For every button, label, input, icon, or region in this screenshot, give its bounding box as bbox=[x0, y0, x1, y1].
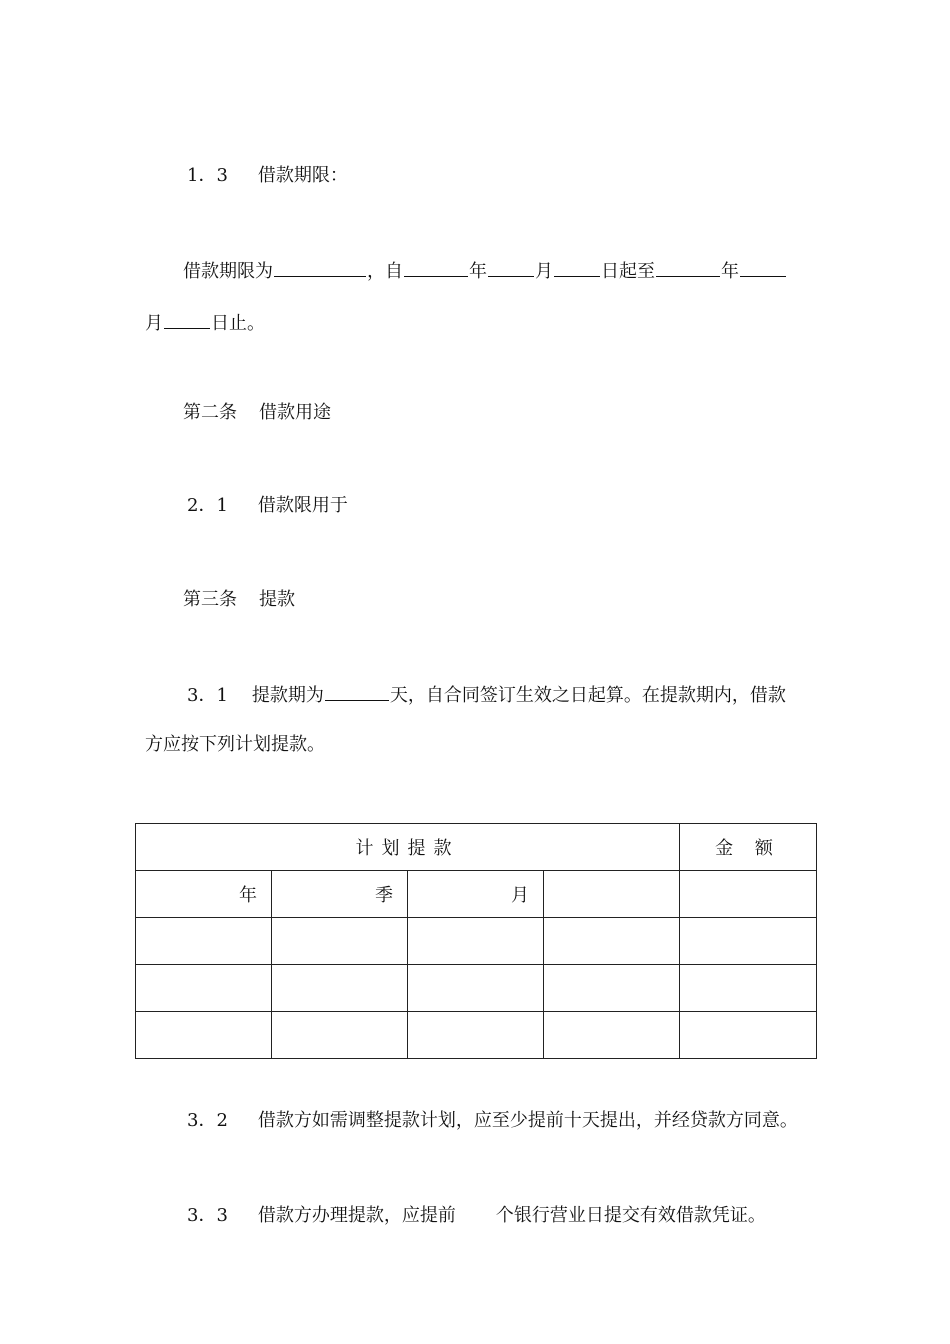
drawdown-days-blank[interactable] bbox=[325, 682, 389, 701]
start-year-blank[interactable] bbox=[404, 258, 468, 277]
table-cell[interactable] bbox=[544, 871, 680, 918]
start-month-blank[interactable] bbox=[488, 258, 534, 277]
table-row bbox=[136, 918, 817, 965]
table-cell[interactable] bbox=[544, 965, 680, 1012]
table-cell[interactable] bbox=[680, 965, 817, 1012]
section-number: 1．3 bbox=[187, 165, 228, 186]
table-cell[interactable] bbox=[408, 965, 544, 1012]
section-text: 借款限用于 bbox=[257, 495, 348, 516]
table-cell[interactable] bbox=[544, 918, 680, 965]
loan-period-line-2 bbox=[145, 310, 265, 336]
drawdown-plan-table bbox=[135, 823, 817, 1059]
section-number: 3．2 bbox=[187, 1110, 228, 1131]
loan-period-line-1 bbox=[183, 258, 787, 284]
article-2-heading bbox=[183, 401, 331, 425]
table-subheader-row bbox=[136, 871, 817, 918]
table-header-row bbox=[136, 824, 817, 871]
section-2-1 bbox=[187, 494, 348, 518]
section-1-3-heading bbox=[187, 164, 348, 188]
end-year-blank[interactable] bbox=[656, 258, 720, 277]
year-header: 年 bbox=[136, 871, 272, 918]
start-day-blank[interactable] bbox=[554, 258, 600, 277]
section-3-3 bbox=[187, 1204, 766, 1228]
article-number: 第三条 bbox=[183, 589, 237, 610]
season-header: 季 bbox=[272, 871, 408, 918]
amount-header: 金 额 bbox=[680, 824, 817, 871]
table-cell[interactable] bbox=[408, 1012, 544, 1059]
table-cell[interactable] bbox=[136, 965, 272, 1012]
end-day-label: 日止。 bbox=[211, 313, 265, 334]
table-cell[interactable] bbox=[680, 1012, 817, 1059]
section-text: 借款方办理提款，应提前 bbox=[257, 1205, 456, 1226]
section-3-1-line-2 bbox=[145, 733, 325, 757]
section-number: 2．1 bbox=[187, 495, 228, 516]
section-number: 3．3 bbox=[187, 1205, 228, 1226]
section-text: 方应按下列计划提款。 bbox=[145, 734, 325, 755]
end-day-blank[interactable] bbox=[164, 310, 210, 329]
end-year-label: 年 bbox=[721, 261, 739, 282]
section-number: 3．1 bbox=[187, 685, 228, 706]
section-text: 借款方如需调整提款计划，应至少提前十天提出，并经贷款方同意。 bbox=[257, 1110, 798, 1131]
article-title: 借款用途 bbox=[259, 402, 331, 423]
table-cell[interactable] bbox=[272, 965, 408, 1012]
section-text: 天，自合同签订生效之日起算。在提款期内，借款 bbox=[389, 685, 786, 706]
start-year-label: 年 bbox=[469, 261, 487, 282]
table-cell[interactable] bbox=[272, 918, 408, 965]
table-cell[interactable] bbox=[544, 1012, 680, 1059]
period-from-label: ，自 bbox=[367, 261, 403, 282]
table-cell[interactable] bbox=[136, 1012, 272, 1059]
table-row bbox=[136, 1012, 817, 1059]
period-label: 借款期限为 bbox=[183, 261, 273, 282]
end-month-label: 月 bbox=[145, 313, 163, 334]
table-cell[interactable] bbox=[680, 918, 817, 965]
section-3-1-line-1 bbox=[187, 682, 786, 708]
start-month-label: 月 bbox=[535, 261, 553, 282]
article-title: 提款 bbox=[259, 589, 295, 610]
section-title: 借款期限： bbox=[257, 165, 348, 186]
section-3-2 bbox=[187, 1109, 798, 1133]
article-number: 第二条 bbox=[183, 402, 237, 423]
month-header: 月 bbox=[408, 871, 544, 918]
plan-header: 计划提款 bbox=[136, 824, 680, 871]
start-day-label: 日起至 bbox=[601, 261, 655, 282]
table-cell[interactable] bbox=[136, 918, 272, 965]
table-cell[interactable] bbox=[680, 871, 817, 918]
article-3-heading bbox=[183, 588, 295, 612]
table-cell[interactable] bbox=[272, 1012, 408, 1059]
section-text: 个银行营业日提交有效借款凭证。 bbox=[495, 1205, 766, 1226]
end-month-blank[interactable] bbox=[740, 258, 786, 277]
drawdown-period-label: 提款期为 bbox=[251, 685, 324, 706]
period-blank[interactable] bbox=[274, 258, 366, 277]
table-cell[interactable] bbox=[408, 918, 544, 965]
table-row bbox=[136, 965, 817, 1012]
